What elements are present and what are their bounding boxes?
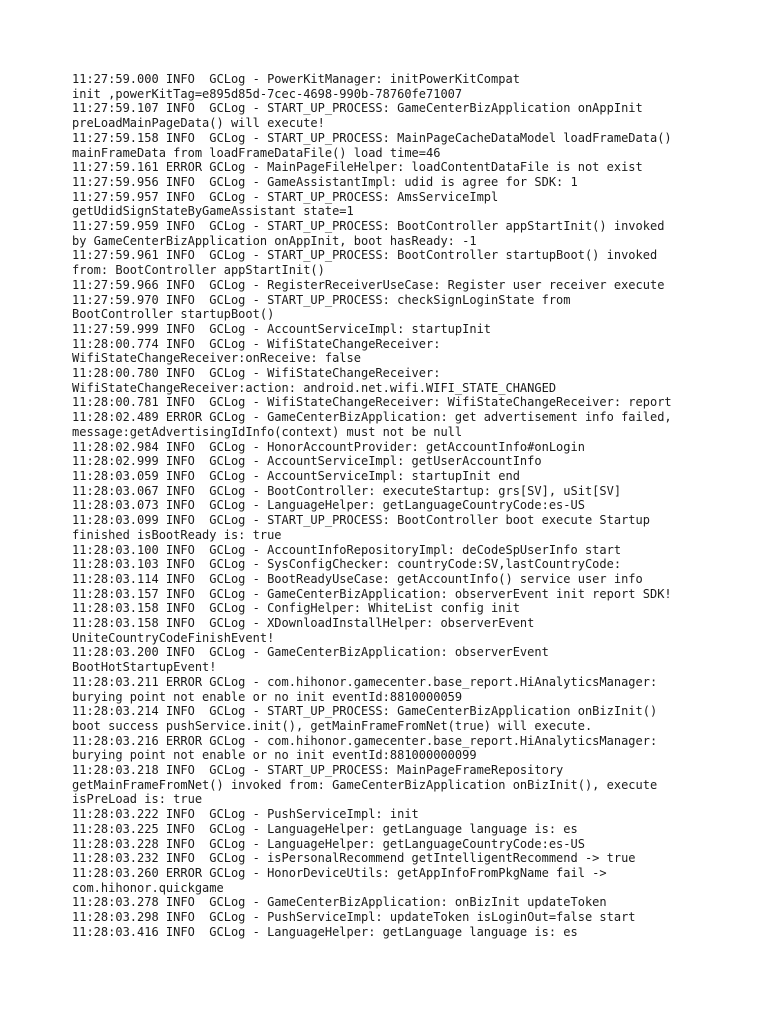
- log-line: 11:28:03.099 INFO GCLog - START_UP_PROCESS: BootController boot execute Startup: [72, 513, 650, 528]
- log-line: 11:28:02.489 ERROR GCLog - GameCenterBizApplication: get advertisement info failed,: [72, 410, 672, 425]
- log-line: 11:28:03.416 INFO GCLog - LanguageHelper: getLanguage language is: es: [72, 924, 578, 939]
- log-line: BootController startupBoot(): [72, 307, 275, 322]
- log-line: 11:28:03.232 INFO GCLog - isPersonalRecommend getIntelligentRecommend -> true: [72, 851, 636, 866]
- log-line: 11:28:03.260 ERROR GCLog - HonorDeviceUtils: getAppInfoFromPkgName fail ->: [72, 865, 607, 880]
- log-line: 11:28:00.774 INFO GCLog - WifiStateChangeReceiver:: [72, 336, 441, 351]
- log-line: 11:27:59.970 INFO GCLog - START_UP_PROCESS: checkSignLoginState from: [72, 292, 571, 307]
- log-line: 11:28:02.999 INFO GCLog - AccountServiceImpl: getUserAccountInfo: [72, 454, 542, 469]
- log-line: mainFrameData from loadFrameDataFile() load time=46: [72, 145, 441, 160]
- log-line: boot success pushService.init(), getMainFrameFromNet(true) will execute.: [72, 718, 593, 733]
- log-line: 11:27:59.107 INFO GCLog - START_UP_PROCESS: GameCenterBizApplication onAppInit: [72, 101, 643, 116]
- log-line: 11:28:03.158 INFO GCLog - XDownloadInstallHelper: observerEvent: [72, 616, 535, 631]
- log-line: 11:28:03.158 INFO GCLog - ConfigHelper: WhiteList config init: [72, 601, 520, 616]
- log-line: 11:28:02.984 INFO GCLog - HonorAccountProvider: getAccountInfo#onLogin: [72, 439, 585, 454]
- log-line: 11:28:03.222 INFO GCLog - PushServiceImpl: init: [72, 807, 419, 822]
- log-document: [72, 72, 712, 939]
- log-line: getUdidSignStateByGameAssistant state=1: [72, 204, 354, 219]
- log-line: getMainFrameFromNet() invoked from: GameCenterBizApplication onBizInit(), execute: [72, 777, 658, 792]
- log-line: 11:27:59.000 INFO GCLog - PowerKitManager: initPowerKitCompat: [72, 72, 520, 86]
- log-line: preLoadMainPageData() will execute!: [72, 116, 325, 131]
- log-line: WifiStateChangeReceiver:onReceive: false: [72, 351, 361, 366]
- log-line: 11:27:59.999 INFO GCLog - AccountServiceImpl: startupInit: [72, 321, 492, 336]
- log-line: 11:28:03.067 INFO GCLog - BootController: executeStartup: grs[SV], uSit[SV]: [72, 483, 622, 498]
- log-line: from: BootController appStartInit(): [72, 263, 325, 278]
- log-line: burying point not enable or no init eventId:881000000099: [72, 748, 477, 763]
- log-line: 11:28:03.200 INFO GCLog - GameCenterBizApplication: observerEvent: [72, 645, 549, 660]
- log-line: com.hihonor.quickgame: [72, 880, 224, 895]
- log-line: 11:28:03.059 INFO GCLog - AccountServiceImpl: startupInit end: [72, 468, 520, 483]
- log-line: finished isBootReady is: true: [72, 527, 282, 542]
- log-line: burying point not enable or no init eventId:8810000059: [72, 689, 463, 704]
- log-line: 11:27:59.956 INFO GCLog - GameAssistantImpl: udid is agree for SDK: 1: [72, 174, 578, 189]
- log-line: 11:28:03.114 INFO GCLog - BootReadyUseCase: getAccountInfo() service user info: [72, 571, 643, 586]
- log-line: WifiStateChangeReceiver:action: android.net.wifi.WIFI_STATE_CHANGED: [72, 380, 557, 395]
- log-line: init ,powerKitTag=e895d85d-7cec-4698-990b-78760fe71007: [72, 86, 463, 101]
- log-line: 11:27:59.158 INFO GCLog - START_UP_PROCESS: MainPageCacheDataModel loadFrameData(): [72, 130, 672, 145]
- log-line: 11:28:03.278 INFO GCLog - GameCenterBizApplication: onBizInit updateToken: [72, 895, 607, 910]
- log-line: 11:28:03.157 INFO GCLog - GameCenterBizApplication: observerEvent init report SDK!: [72, 586, 672, 601]
- log-line: 11:27:59.161 ERROR GCLog - MainPageFileHelper: loadContentDataFile is not exist: [72, 160, 643, 175]
- log-line: isPreLoad is: true: [72, 792, 203, 807]
- log-line: 11:28:03.225 INFO GCLog - LanguageHelper: getLanguage language is: es: [72, 821, 578, 836]
- log-line: 11:28:03.100 INFO GCLog - AccountInfoRepositoryImpl: deCodeSpUserInfo start: [72, 542, 622, 557]
- log-line: 11:27:59.966 INFO GCLog - RegisterReceiverUseCase: Register user receiver execute: [72, 277, 665, 292]
- log-line: 11:28:03.073 INFO GCLog - LanguageHelper: getLanguageCountryCode:es-US: [72, 498, 585, 513]
- log-line: 11:27:59.961 INFO GCLog - START_UP_PROCESS: BootController startupBoot() invoked: [72, 248, 658, 263]
- log-line: message:getAdvertisingIdInfo(context) must not be null: [72, 424, 463, 439]
- log-line: 11:28:03.103 INFO GCLog - SysConfigChecker: countryCode:SV,lastCountryCode:: [72, 557, 622, 572]
- log-line: 11:27:59.959 INFO GCLog - START_UP_PROCESS: BootController appStartInit() invoked: [72, 219, 665, 234]
- log-line: 11:28:00.781 INFO GCLog - WifiStateChangeReceiver: WifiStateChangeReceiver: report: [72, 395, 672, 410]
- log-line: 11:28:03.214 INFO GCLog - START_UP_PROCESS: GameCenterBizApplication onBizInit(): [72, 704, 658, 719]
- log-line: 11:28:03.218 INFO GCLog - START_UP_PROCESS: MainPageFrameRepository: [72, 763, 564, 778]
- log-line: 11:28:03.211 ERROR GCLog - com.hihonor.gamecenter.base_report.HiAnalyticsManager:: [72, 674, 658, 689]
- log-line: 11:28:03.298 INFO GCLog - PushServiceImpl: updateToken isLoginOut=false start: [72, 910, 636, 925]
- log-line: 11:27:59.957 INFO GCLog - START_UP_PROCESS: AmsServiceImpl: [72, 189, 499, 204]
- log-line: 11:28:03.228 INFO GCLog - LanguageHelper: getLanguageCountryCode:es-US: [72, 836, 585, 851]
- log-line: by GameCenterBizApplication onAppInit, boot hasReady: -1: [72, 233, 477, 248]
- log-line: 11:28:00.780 INFO GCLog - WifiStateChangeReceiver:: [72, 366, 441, 381]
- log-line: 11:28:03.216 ERROR GCLog - com.hihonor.gamecenter.base_report.HiAnalyticsManager:: [72, 733, 658, 748]
- log-line: BootHotStartupEvent!: [72, 660, 217, 675]
- log-line: UniteCountryCodeFinishEvent!: [72, 630, 275, 645]
